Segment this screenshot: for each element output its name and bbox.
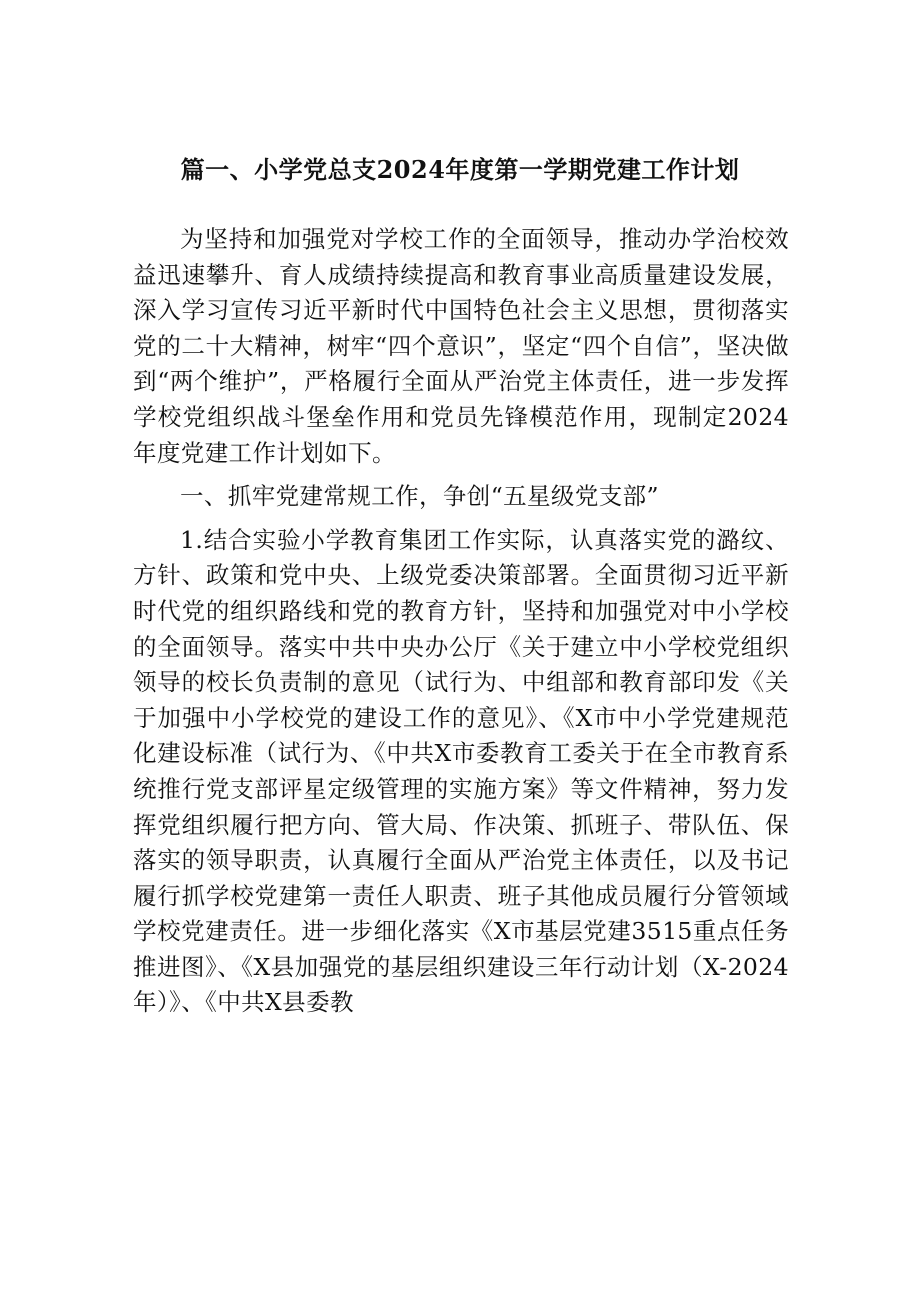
document-title: 篇一、小学党总支2024年度第一学期党建工作计划	[180, 155, 740, 184]
section-heading-1: 一、抓牢党建常规工作，争创“五星级党支部”	[180, 482, 659, 511]
document-body	[133, 222, 789, 1021]
section-1-item-1-paragraph: 1.结合实验小学教育集团工作实际，认真落实党的潞纹、方针、政策和党中央、上级党委决策部署。全面贯彻习近平新时代党的组织路线和党的教育方针，坚持和加强党对中小学校的全面领导。落实中共中央办公厅《关于建立中小学校党组织领导的校长负责制的意见（试行为、中组部和教育部印发《关于加强中小学校党的建设工作的意见》、《X市中小学党建规范化建设标准（试行为、《中共X市委教育工委关于在全市教育系统推行党支部评星定级管理的实施方案》等文件精神，努力发挥党组织履行把方向、管大局、作决策、抓班子、带队伍、保落实的领导职责，认真履行全面从严治党主体责任，以及书记履行抓学校党建第一责任人职责、班子其他成员履行分管领域学校党建责任。进一步细化落实《X市基层党建3515重点任务推进图》、《X县加强党的基层组织建设三年行动计划（X-2024年）》、《中共X县委教	[133, 525, 789, 1017]
intro-paragraph: 为坚持和加强党对学校工作的全面领导，推动办学治校效益迅速攀升、育人成绩持续提高和教育事业高质量建设发展，深入学习宣传习近平新时代中国特色社会主义思想，贯彻落实党的二十大精神，树牢“四个意识”，坚定“四个自信”，坚决做到“两个维护”，严格履行全面从严治党主体责任，进一步发挥学校党组织战斗堡垒作用和党员先锋模范作用，现制定2024年度党建工作计划如下。	[133, 225, 789, 467]
